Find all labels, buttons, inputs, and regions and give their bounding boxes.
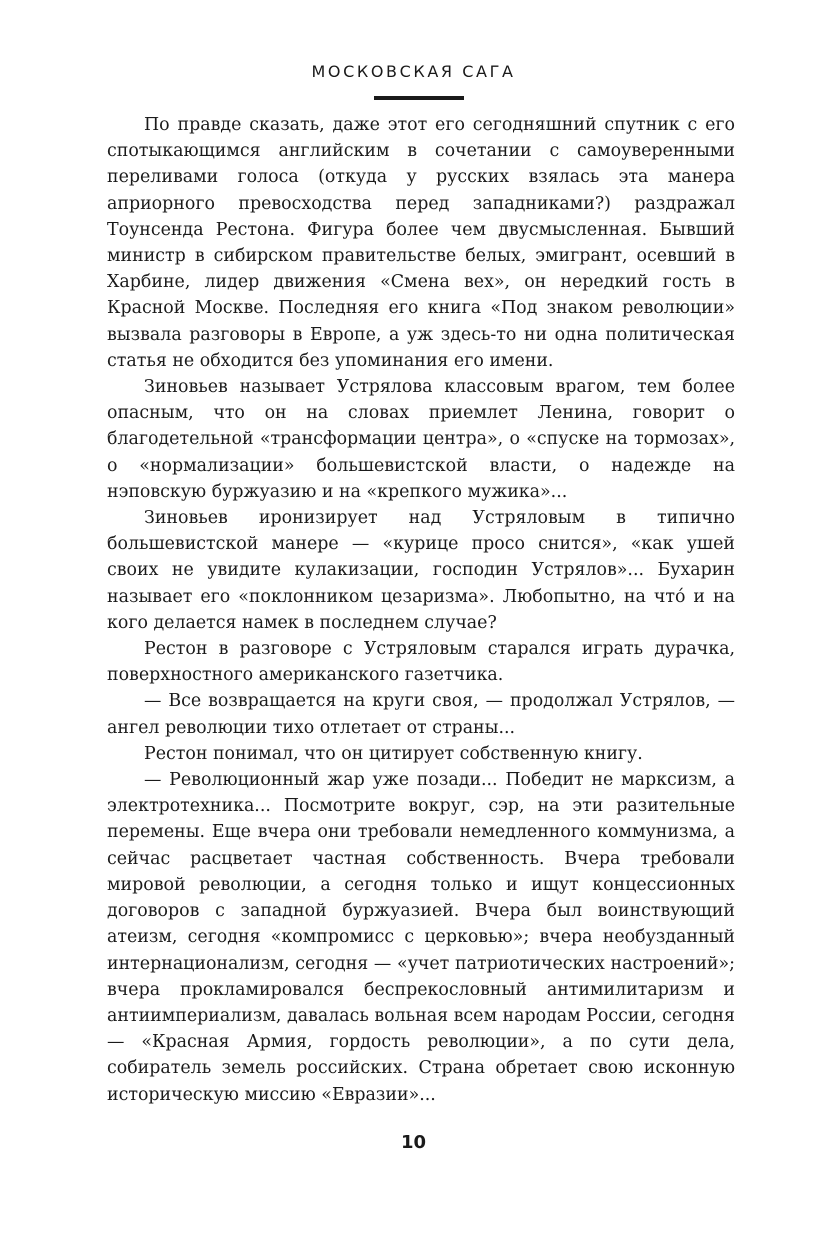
paragraph-4: Рестон в разговоре с Устряловым старался играть дурачка, поверхностного американского газетчика. [107, 639, 735, 686]
paragraph-3: Зиновьев иронизирует над Устряловым в типично большевистской манере — «курице просо снится», «как ушей своих не увидите кулакизации, господин Устрялов»... Бухарин называет его «поклонником цезаризма». Любопытно, на что́ и на кого делается намек в последнем случае? [107, 508, 735, 633]
paragraph-5: — Все возвращается на круги своя, — продолжал Устрялов, — ангел революции тихо отлетает от страны... [107, 691, 735, 738]
page-number: 10 [400, 1132, 427, 1153]
paragraph-1: По правде сказать, даже этот его сегодняшний спутник с его спотыкающимся английским в сочетании с самоуверенными переливами голоса (откуда у русских взялась эта манера априорного превосходства перед западниками?) раздражал Тоунсенда Рестона. Фигура более чем двусмысленная. Бывший министр в сибирском правительстве белых, эмигрант, осевший в Харбине, лидер движения «Смена вех», он нередкий гость в Красной Москве. Последняя его книга «Под знаком революции» вызвала разговоры в Европе, а уж здесь-то ни одна политическая статья не обходится без упоминания его имени. [107, 115, 735, 371]
paragraph-2: Зиновьев называет Устрялова классовым врагом, тем более опасным, что он на словах приемлет Ленина, говорит о благодетельной «трансформации центра», о «спуске на тормозах», о «нормализации» большевистской власти, о надежде на нэповскую буржуазию и на «крепкого мужика»... [107, 377, 735, 502]
body-text [107, 112, 735, 1108]
paragraph-6: Рестон понимал, что он цитирует собственную книгу. [144, 743, 643, 764]
running-head: МОСКОВСКАЯ САГА [311, 62, 516, 81]
paragraph-7: — Революционный жар уже позади... Победит не марксизм, а электротехника... Посмотрите вокруг, сэр, на эти разительные перемены. Еще вчера они требовали немедленного коммунизма, а сейчас расцветает частная собственность. Вчера требовали мировой революции, а сегодня только и ищут концессионных договоров с западной буржуазией. Вчера был воинствующий атеизм, сегодня «компромисс с церковью»; вчера необузданный интернационализм, сегодня — «учет патриотических настроений»; вчера прокламировался беспрекословный антимилитаризм и антиимпериализм, давалась вольная всем народам России, сегодня — «Красная Армия, гордость революции», а по сути дела, собиратель земель российских. Страна обретает свою исконную историческую миссию «Евразии»... [107, 770, 735, 1105]
header-rule [374, 96, 464, 100]
